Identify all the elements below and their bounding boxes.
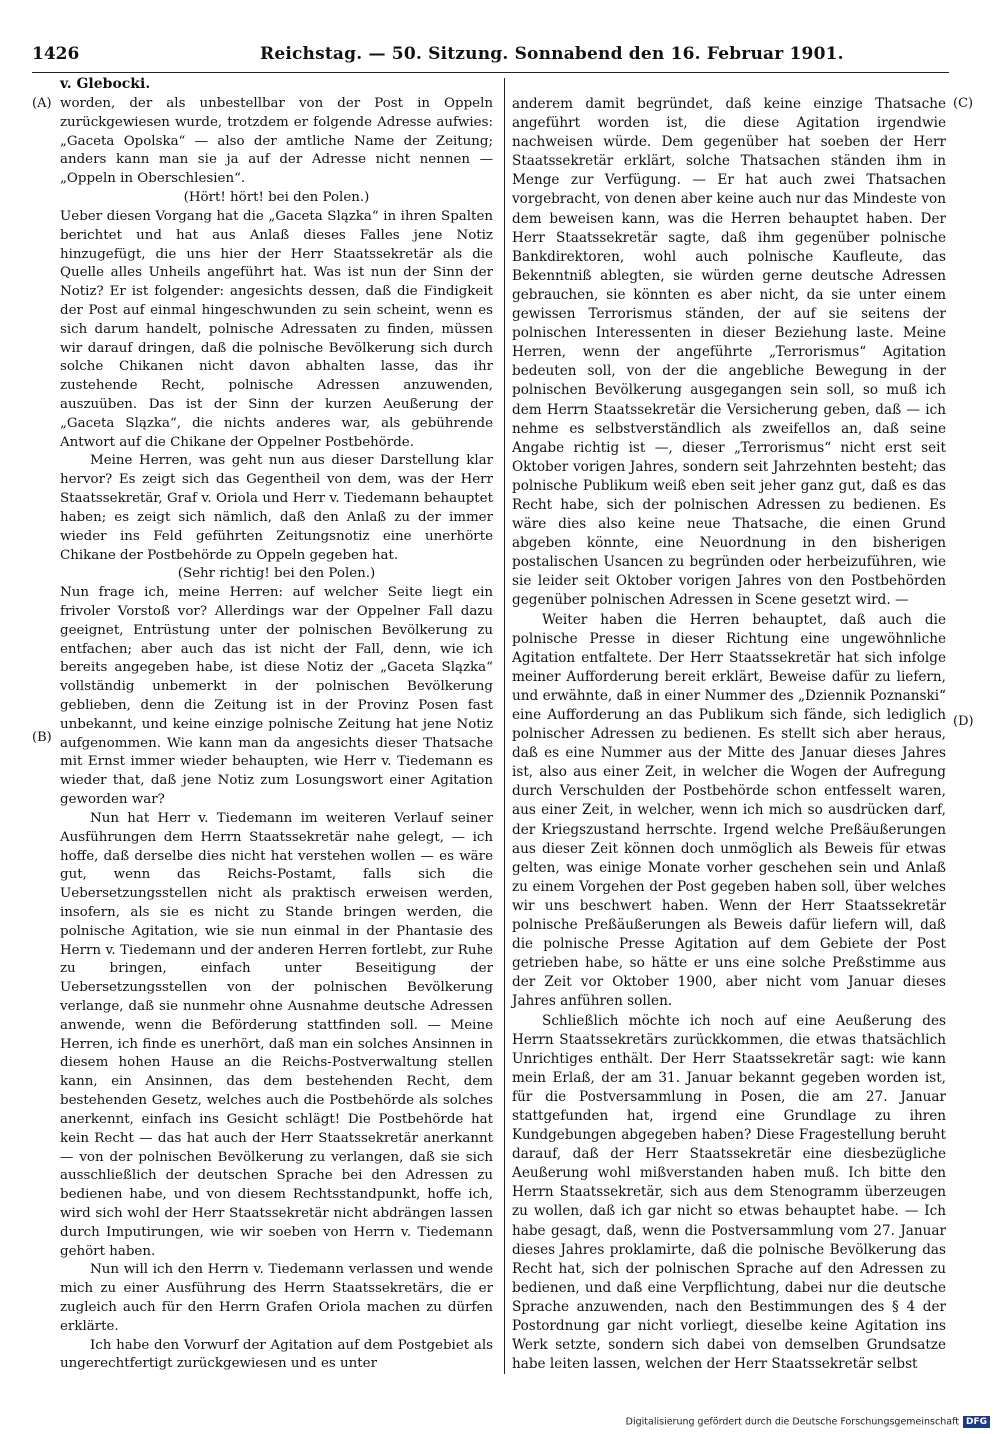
footer-credit — [620, 1416, 990, 1432]
margin-mark-a: (A) — [32, 96, 52, 111]
page-number: 1426 — [32, 44, 80, 64]
right-column — [512, 95, 946, 1374]
header-rule — [32, 72, 949, 73]
dfg-logo: DFG — [963, 1416, 990, 1428]
paragraph: Weiter haben die Herren behauptet, daß auch die polnische Presse in dieser Richtung eine ungewöhnliche Agitation entfaltete. Der Herr Staatssekretär hat sich infolge meiner Aufforderung bereit erklärt, Beweise dafür zu liefern, und erwähnte, daß in einer Nummer des „Dziennik Poznanski“ eine Aufforderung an das Publikum sich fände, sich lediglich polnischer Adressen zu bedienen. Es stellt sich aber heraus, daß es eine Nummer aus der Mitte des Januar dieses Jahres ist, also aus einer Zeit, in welcher die Wogen der Aufregung durch Verschulden der Postbehörde schon entfesselt waren, aus einer Zeit, in welcher, wenn ich mich so ausdrücken darf, der Kriegszustand herrschte. Irgend welche Preßäußerungen aus dieser Zeit können doch unmöglich als Beweis für etwas gelten, was einige Monate vorher geschehen sein und Anlaß zu einem Vorgehen der Post gegeben haben soll, über welches wir uns beschwert haben. Wenn der Herr Staatssekretär polnische Preßäußerungen als Beweis dafür liefern will, daß die polnische Presse Agitation auf dem Gebiete der Post getrieben habe, so hätte er uns eine solche Preßstimme aus der Zeit vor Oktober 1900, aber nicht vom Januar dieses Jahres anführen sollen. — [512, 611, 946, 1010]
page-header — [32, 44, 949, 70]
left-column — [60, 95, 493, 1374]
paragraph: worden, der als unbestellbar von der Post in Oppeln zurückgewiesen wurde, trotzdem er folgende Adresse aufwies: „Gaceta Opolska“ — also der amtliche Name der Zeitung; anders kann man sie ja auf der Adresse nicht nennen — „Oppeln in Oberschlesien“. — [60, 96, 493, 187]
interjection: (Sehr richtig! bei den Polen.) — [177, 566, 376, 582]
paragraph: anderem damit begründet, daß keine einzige Thatsache angeführt worden ist, die diese Agitation irgendwie nachweisen würde. Dem gegenüber hat soeben der Herr Staatssekretär erklärt, solche Thatsachen ständen ihm in Menge zur Verfügung. — Er hat auch zwei Thatsachen vorgebracht, von denen aber keine auch nur das Mindeste von dem beweisen kann, was die Herren behauptet haben. Der Herr Staatssekretär sagte, daß ihm gegenüber polnische Bankdirektoren, wohl auch polnische Kaufleute, das Bekenntniß ablegten, sie würden gerne deutsche Adressen gebrauchen, sie könnten es aber nicht, da sie unter einem gewissen Terrorismus ständen, der auf sie seitens der polnischen Interessenten in dieser Beziehung laste. Meine Herren, wenn der angeführte „Terrorismus“ Agitation bedeuten soll, von der die angebliche Bewegung in der polnischen Bevölkerung ausgegangen sein soll, so muß ich dem Herrn Staatssekretär die Versicherung geben, daß — ich nehme es selbstverständlich als zweifellos an, daß seine Angabe richtig ist —, dieser „Terrorismus“ nicht erst seit Oktober vorigen Jahres, sondern seit Jahrzehnten besteht; das polnische Publikum weiß eben seit jeher ganz gut, daß es das Recht habe, sich der polnischen Adressen zu bedienen. Es wäre dies also keine neue Thatsache, die einen Grund abgeben könnte, eine Neuordnung in den bisherigen postalischen Usancen zu begründen oder herbeizuführen, wie sie leider seit Oktober vorigen Jahres von den Postbehörden gegenüber polnischen Adressen in Scene gesetzt wird. — — [512, 96, 946, 609]
interjection: (Hört! hört! bei den Polen.) — [183, 190, 370, 206]
running-title: Reichstag. — 50. Sitzung. Sonnabend den 16. Februar 1901. — [260, 44, 844, 64]
speaker-name: v. Glebocki. — [60, 76, 151, 92]
paragraph: Nun frage ich, meine Herren: auf welcher Seite liegt ein frivoler Vorstoß vor? Allerdings war der Oppelner Fall dazu geeignet, Entrüstung unter der polnischen Bevölkerung zu entfachen; aber auch das ist nicht der Fall, denn, wie ich bereits angegeben habe, ist diese Notiz der „Gaceta Slązka“ vollständig unbemerkt in der polnischen Bevölkerung geblieben, denn die Zeitung ist in der Provinz Posen fast unbekannt, und keine einzige polnische Zeitung hat jene Notiz aufgenommen. Wie kann man da angesichts dieser Thatsache mit Ernst immer wieder behaupten, wie Herr v. Tiedemann es wieder that, daß jene Notiz zum Losungswort einer Agitation geworden war? — [60, 585, 493, 808]
footer-text: Digitalisierung gefördert durch die Deutsche Forschungsgemeinschaft — [625, 1416, 959, 1428]
paragraph: Ich habe den Vorwurf der Agitation auf dem Postgebiet als ungerechtfertigt zurückgewiesen und es unter — [60, 1337, 493, 1372]
paragraph: Nun hat Herr v. Tiedemann im weiteren Verlauf seiner Ausführungen dem Herrn Staatssekretär nahe gelegt, — ich hoffe, daß derselbe dies nicht hat verstehen wollen — es wäre gut, wenn das Reichs-Postamt, falls sich die Uebersetzungsstellen nicht als praktisch erweisen werden, insofern, als sie es nicht zu Stande bringen werden, die polnische Agitation, wie sie nun einmal in der Phantasie des Herrn v. Tiedemann und der anderen Herren fortlebt, zur Ruhe zu bringen, einfach unter Beseitigung der Uebersetzungsstellen von der polnischen Bevölkerung verlange, daß sie nunmehr ohne Ausnahme deutsche Adressen anwende, wenn die Beförderung stattfinden soll. — Meine Herren, ich finde es unerhört, daß man ein solches Ansinnen in diesem hohen Hause an die Reichs-Postverwaltung stellen kann, ein Ansinnen, das dem bestehenden Recht, dem bestehenden Gesetz, welches auch die Postbehörde als solches anerkennt, einfach ins Gesicht schlägt! Die Postbehörde hat kein Recht — das hat auch der Herr Staatssekretär anerkannt — von der polnischen Bevölkerung zu verlangen, daß sie sich ausschließlich der deutschen Sprache bei den Adressen zu bedienen habe, und von diesem Rechtsstandpunkt, hoffe ich, wird sich wohl der Herr Staatssekretär nicht abdrängen lassen durch Imputirungen, wie wir soeben von Herrn v. Tiedemann gehört haben. — [60, 810, 493, 1259]
paragraph: Schließlich möchte ich noch auf eine Aeußerung des Herrn Staatssekretärs zurückkommen, die etwas thatsächlich Unrichtiges enthält. Der Herr Staatssekretär sagt: wie kann mein Erlaß, der am 31. Januar bekannt gegeben worden ist, für die Postversammlung in Posen, die am 27. Januar stattgefunden hat, irgend eine Grundlage zu ihren Kundgebungen abgegeben haben? Diese Fragestellung beruht darauf, daß der Herr Staatssekretär eine diesbezügliche Aeußerung wohl mißverstanden haben muß. Ich bitte den Herrn Staatssekretär, sich aus dem Stenogramm überzeugen zu wollen, daß ich gar nicht so etwas behauptet habe. — Ich habe gesagt, daß, wenn die Postversammlung vom 27. Januar dieses Jahres proklamirte, daß die polnische Bevölkerung das Recht hat, sich der polnischen Sprache auf den Adressen zu bedienen, und daß eine Verpflichtung, dabei nur die deutsche Sprache anzuwenden, nach den Bestimmungen des § 4 der Postordnung gar nicht vorliegt, dieselbe keine Agitation ins Werk setzte, sondern sich dabei von demselben Grundsatze habe leiten lassen, welchen der Herr Staatssekretär selbst — [512, 1012, 946, 1373]
paragraph: Nun will ich den Herrn v. Tiedemann verlassen und wende mich zu einer Ausführung des Herrn Staatssekretärs, die er zugleich auch für den Herrn Grafen Oriola machen zu dürfen erklärte. — [60, 1262, 493, 1334]
margin-mark-d: (D) — [953, 714, 974, 729]
margin-mark-b: (B) — [32, 730, 52, 745]
column-divider — [504, 78, 505, 1374]
margin-mark-c: (C) — [953, 96, 974, 111]
paragraph: Meine Herren, was geht nun aus dieser Darstellung klar hervor? Es zeigt sich das Gegentheil von dem, was der Herr Staatssekretär, Graf v. Oriola und Herr v. Tiedemann behauptet haben; es zeigt sich nämlich, daß den Anlaß zu der immer wieder ins Feld geführten Zeitungsnotiz eine unerhörte Chikane der Postbehörde zu Oppeln gegeben hat. — [60, 453, 493, 563]
paragraph: Ueber diesen Vorgang hat die „Gaceta Slązka“ in ihren Spalten berichtet und hat aus Anlaß dieses Falles jene Notiz hinzugefügt, die uns hier der Herr Staatssekretär als die Quelle alles Unheils angeführt hat. Was ist nun der Sinn der Notiz? Er ist folgender: angesichts dessen, daß die Findigkeit der Post auf einmal hingeschwunden zu sein scheint, wenn es sich darum handelt, polnische Adressaten zu finden, müssen wir darauf dringen, daß die polnische Bevölkerung sich durch solche Chikanen nicht davon abhalten lasse, das ihr zustehende Recht, polnische Adressen anzuwenden, auszuüben. Das ist der Sinn der kurzen Aeußerung der „Gaceta Slązka“, die nichts anderes war, als gebührende Antwort auf die Chikane der Oppelner Postbehörde. — [60, 208, 493, 450]
